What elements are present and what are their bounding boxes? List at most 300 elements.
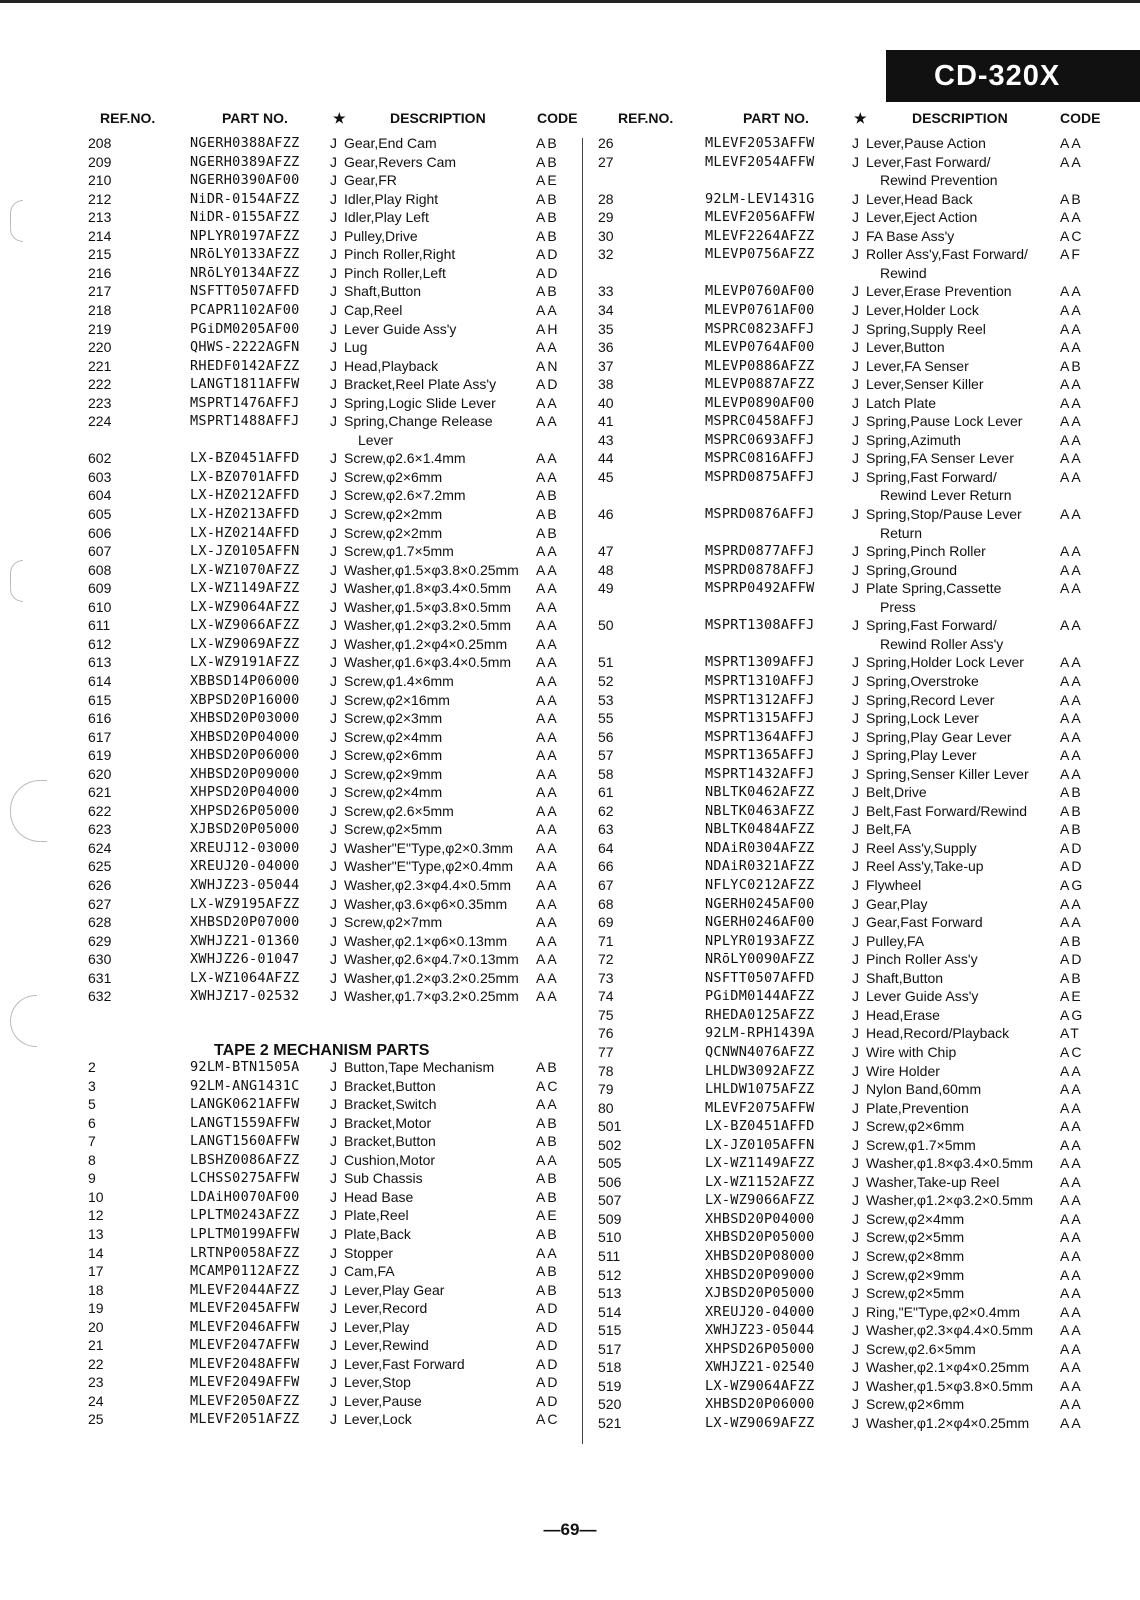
ref-no: 72 (598, 951, 614, 968)
part-row (0, 1154, 1140, 1173)
code: AD (536, 1300, 560, 1317)
part-no: XWHJZ21-02540 (705, 1359, 815, 1376)
mark: J (330, 1411, 337, 1428)
top-rule (0, 0, 1140, 3)
description: Washer,φ2.3×φ4.4×0.5mm (866, 1322, 1034, 1339)
mark: J (330, 190, 337, 207)
ref-no: 61 (598, 784, 614, 801)
ref-no: 35 (598, 320, 614, 337)
header-code-left: CODE (537, 110, 578, 126)
ref-no: 51 (598, 654, 614, 671)
code: AA (536, 580, 559, 597)
ref-no: 26 (598, 135, 614, 151)
header-desc-left: DESCRIPTION (390, 110, 486, 126)
description: Gear,Fast Forward (866, 914, 983, 931)
header-desc-right: DESCRIPTION (912, 110, 1008, 126)
mark: J (330, 747, 337, 764)
ref-no: 18 (88, 1281, 104, 1298)
description: Lever,Pause (344, 1392, 422, 1409)
description: Washer,φ1.8×φ3.4×0.5mm (344, 580, 512, 597)
ref-no: 606 (88, 524, 112, 541)
part-no: XHBSD20P04000 (705, 1210, 815, 1227)
ref-no: 505 (598, 1155, 622, 1172)
mark: J (330, 988, 337, 1005)
part-no: MSPRT1364AFFJ (705, 728, 815, 745)
ref-no: 43 (598, 431, 614, 448)
ref-no: 621 (88, 784, 112, 801)
mark: J (330, 598, 337, 615)
description: Screw,φ2×3mm (344, 710, 443, 727)
ref-no: 20 (88, 1318, 104, 1335)
part-row (0, 153, 1140, 172)
mark: J (852, 543, 859, 560)
part-row (0, 1414, 1140, 1433)
part-row (0, 1358, 1140, 1377)
description: Flywheel (866, 877, 922, 893)
ref-no: 624 (88, 839, 112, 856)
code: AG (1060, 1006, 1085, 1023)
description: Gear,Play (866, 895, 928, 912)
code: AA (1060, 1285, 1083, 1302)
part-row (0, 1321, 1140, 1340)
code: AC (536, 1411, 560, 1428)
part-no: RHEDF0142AFZZ (190, 357, 300, 374)
mark: J (852, 914, 859, 931)
ref-no: 34 (598, 301, 614, 318)
mark: J (330, 153, 337, 170)
code: AE (536, 172, 559, 189)
mark: J (330, 209, 337, 226)
description: Lever,Pause Action (866, 135, 986, 151)
mark: J (330, 635, 337, 652)
part-no: XHBSD20P06000 (705, 1396, 815, 1413)
code: AA (1060, 543, 1083, 560)
ref-no: 74 (598, 988, 614, 1005)
part-row (0, 635, 1140, 654)
description: Bracket,Reel Plate Ass'y (344, 376, 497, 393)
description: Bracket,Button (344, 1077, 436, 1094)
part-row (0, 579, 1140, 598)
mark: J (330, 1300, 337, 1317)
code: AA (536, 543, 559, 560)
ref-no: 607 (88, 543, 112, 560)
mark: J (330, 858, 337, 875)
mark: J (330, 895, 337, 912)
mark: J (852, 1155, 859, 1172)
mark: J (330, 1355, 337, 1372)
part-row (0, 1266, 1140, 1285)
mark: J (330, 728, 337, 745)
part-row (0, 1099, 1140, 1118)
code: AD (536, 1392, 560, 1409)
part-no: LX-WZ1070AFZZ (190, 561, 300, 578)
ref-no: 604 (88, 487, 112, 504)
code: AB (536, 1170, 559, 1187)
code: AA (1060, 728, 1083, 745)
part-row (0, 1024, 1140, 1043)
code: AA (1060, 1322, 1083, 1339)
mark: J (852, 932, 859, 949)
code: AA (536, 301, 559, 318)
part-no: LHLDW3092AFZZ (705, 1062, 815, 1079)
code: AA (536, 951, 559, 968)
description: Shaft,Button (344, 283, 422, 300)
description: Lever (358, 431, 394, 448)
ref-no: 63 (598, 821, 614, 838)
mark: J (330, 1318, 337, 1335)
part-no: LANGT1560AFFW (190, 1133, 300, 1150)
part-no: XWHJZ26-01047 (190, 951, 300, 968)
description: Lever,Record (344, 1300, 428, 1317)
description: Reel Ass'y,Supply (866, 839, 977, 856)
mark: J (852, 1396, 859, 1413)
mark: J (852, 1099, 859, 1116)
ref-no: 53 (598, 691, 614, 708)
part-row (0, 542, 1140, 561)
part-no: XJBSD20P05000 (705, 1285, 815, 1302)
ref-no: 218 (88, 301, 112, 318)
ref-no: 40 (598, 394, 614, 411)
description: Gear,End Cam (344, 135, 437, 151)
mark: J (852, 227, 859, 244)
ref-no: 608 (88, 561, 112, 578)
part-no: LX-WZ1152AFZZ (705, 1173, 815, 1190)
ref-no: 514 (598, 1303, 622, 1320)
mark: J (330, 1188, 337, 1205)
description: Pulley,FA (866, 932, 925, 949)
code: AA (1060, 617, 1083, 634)
part-row (0, 320, 1140, 339)
part-row (0, 394, 1140, 413)
part-no: NBLTK0463AFZZ (705, 802, 815, 819)
code: AA (1060, 1303, 1083, 1320)
mark: J (330, 821, 337, 838)
mark: J (852, 969, 859, 986)
ref-no: 222 (88, 376, 112, 393)
code: AB (536, 1225, 559, 1242)
part-no: LX-WZ9064AFZZ (190, 598, 300, 615)
part-row (0, 653, 1140, 672)
ref-no: 2 (88, 1059, 96, 1075)
code: AA (536, 914, 559, 931)
part-no: LX-WZ9195AFZZ (190, 895, 300, 912)
part-row (0, 134, 1140, 153)
code: AB (536, 153, 559, 170)
code: AA (536, 413, 559, 430)
part-no: LANGT1559AFFW (190, 1114, 300, 1131)
description: Roller Ass'y,Fast Forward/ (866, 246, 1028, 263)
part-row (0, 486, 1140, 505)
code: AA (536, 858, 559, 875)
ref-no: 625 (88, 858, 112, 875)
description: Plate,Prevention (866, 1099, 969, 1116)
mark: J (330, 580, 337, 597)
description: Button,Tape Mechanism (344, 1059, 495, 1075)
mark: J (852, 784, 859, 801)
mark: J (330, 339, 337, 356)
ref-no: 9 (88, 1170, 96, 1187)
mark: J (330, 561, 337, 578)
mark: J (852, 1173, 859, 1190)
description: Screw,φ2×4mm (866, 1210, 965, 1227)
part-no: MLEVF2054AFFW (705, 153, 815, 170)
ref-no: 507 (598, 1192, 622, 1209)
description: Lever,Play Gear (344, 1281, 445, 1298)
code: AA (536, 450, 559, 467)
code: AF (1060, 246, 1082, 263)
ref-no: 623 (88, 821, 112, 838)
description: Lever,Button (866, 339, 945, 356)
header-ref-right: REF.NO. (618, 110, 674, 126)
part-no: NGERH0245AF00 (705, 895, 815, 912)
part-no: MLEVF2048AFFW (190, 1355, 300, 1372)
mark: J (852, 1043, 859, 1060)
ref-no: 627 (88, 895, 112, 912)
description: Cam,FA (344, 1263, 395, 1280)
ref-no: 78 (598, 1062, 614, 1079)
mark: J (330, 320, 337, 337)
mark: J (330, 1392, 337, 1409)
ref-no: 32 (598, 246, 614, 263)
ref-no: 58 (598, 765, 614, 782)
description: Washer,φ1.5×φ3.8×0.25mm (344, 561, 519, 578)
part-no: XHBSD20P04000 (190, 728, 300, 745)
part-no: LBSHZ0086AFZZ (190, 1151, 300, 1168)
description: Screw,φ2.6×5mm (344, 802, 454, 819)
code: AC (536, 1077, 560, 1094)
ref-no: 71 (598, 932, 614, 949)
ref-no: 5 (88, 1096, 96, 1113)
ref-no: 223 (88, 394, 112, 411)
header-star-right: ★ (854, 110, 867, 126)
ref-no: 220 (88, 339, 112, 356)
code: AA (1060, 1173, 1083, 1190)
description: Washer,φ1.5×φ3.8×0.5mm (866, 1377, 1034, 1394)
mark: J (852, 1081, 859, 1098)
mark: J (852, 339, 859, 356)
ref-no: 14 (88, 1244, 104, 1261)
ref-no: 28 (598, 190, 614, 207)
part-no: LX-WZ1064AFZZ (190, 969, 300, 986)
ref-no: 46 (598, 506, 614, 522)
description: Lever,Holder Lock (866, 301, 979, 318)
part-no: NFLYC0212AFZZ (705, 877, 815, 893)
part-row (0, 1080, 1140, 1099)
ref-no: 501 (598, 1118, 622, 1135)
ref-no: 7 (88, 1133, 96, 1150)
part-no: NDAiR0304AFZZ (705, 839, 815, 856)
mark: J (852, 1192, 859, 1209)
mark: J (852, 209, 859, 226)
code: AA (536, 728, 559, 745)
part-row (0, 1247, 1140, 1266)
part-no: MSPRD0876AFFJ (705, 506, 815, 522)
description: Idler,Play Right (344, 190, 439, 207)
part-no: LX-HZ0212AFFD (190, 487, 300, 504)
ref-no: 619 (88, 747, 112, 764)
part-row (0, 746, 1140, 765)
header-star-left: ★ (333, 110, 346, 126)
mark: J (330, 617, 337, 634)
mark: J (330, 1077, 337, 1094)
description: Lever,Eject Action (866, 209, 978, 226)
ref-no: 629 (88, 932, 112, 949)
part-no: 92LM-RPH1439A (705, 1025, 815, 1042)
part-row (0, 932, 1140, 951)
part-no: NRōLY0090AFZZ (705, 951, 815, 968)
code: AA (1060, 914, 1083, 931)
part-no: LANGT1811AFFW (190, 376, 300, 393)
description: Washer,φ1.2×φ3.2×0.5mm (866, 1192, 1034, 1209)
part-no: XJBSD20P05000 (190, 821, 300, 838)
ref-no: 617 (88, 728, 112, 745)
mark: J (852, 320, 859, 337)
part-no: MSPRD0878AFFJ (705, 561, 815, 578)
ref-no: 611 (88, 617, 111, 634)
description: Spring,Record Lever (866, 691, 995, 708)
part-row (0, 282, 1140, 301)
part-no: LX-HZ0213AFFD (190, 506, 300, 522)
description: Spring,Lock Lever (866, 710, 979, 727)
description: Plate Spring,Cassette (866, 580, 1002, 597)
part-no: NGERH0390AF00 (190, 172, 300, 189)
part-no: MSPRC0458AFFJ (705, 413, 815, 430)
code: AB (536, 190, 559, 207)
part-no: XHBSD20P05000 (705, 1229, 815, 1246)
ref-no: 615 (88, 691, 112, 708)
ref-no: 23 (88, 1374, 104, 1391)
description: Nylon Band,60mm (866, 1081, 982, 1098)
description: Pinch Roller,Left (344, 264, 446, 281)
description: Head,Playback (344, 357, 439, 374)
part-row (0, 468, 1140, 487)
description: FA Base Ass'y (866, 227, 955, 244)
part-no: MSPRP0492AFFW (705, 580, 815, 597)
mark: J (330, 914, 337, 931)
mark: J (852, 580, 859, 597)
code: AA (536, 654, 559, 671)
mark: J (852, 1210, 859, 1227)
part-row (0, 1284, 1140, 1303)
description: Spring,Fast Forward/ (866, 468, 997, 485)
code: AD (536, 1318, 560, 1335)
code: AA (1060, 1266, 1083, 1283)
description: Screw,φ2×16mm (344, 691, 450, 708)
description: Wire with Chip (866, 1043, 957, 1060)
part-row (0, 1303, 1140, 1322)
description: Washer,φ1.8×φ3.4×0.5mm (866, 1155, 1034, 1172)
mark: J (852, 431, 859, 448)
part-no: XWHJZ17-02532 (190, 988, 300, 1005)
code: AA (1060, 672, 1083, 689)
description: Lever,Stop (344, 1374, 411, 1391)
mark: J (330, 802, 337, 819)
mark: J (330, 376, 337, 393)
part-no: LPLTM0199AFFW (190, 1225, 300, 1242)
code: AA (536, 710, 559, 727)
description: Pulley,Drive (344, 227, 418, 244)
code: AB (1060, 802, 1083, 819)
description: Lug (344, 339, 368, 356)
code: AB (536, 506, 559, 522)
code: AA (1060, 895, 1083, 912)
ref-no: 602 (88, 450, 112, 467)
mark: J (330, 283, 337, 300)
description: Spring,Senser Killer Lever (866, 765, 1029, 782)
mark: J (330, 246, 337, 263)
part-row (0, 1173, 1140, 1192)
mark: J (330, 1114, 337, 1131)
code: AA (536, 617, 559, 634)
mark: J (852, 506, 859, 522)
description: Spring,Pause Lock Lever (866, 413, 1023, 430)
part-row (0, 783, 1140, 802)
part-no: XHPSD26P05000 (190, 802, 300, 819)
part-no: XWHJZ21-01360 (190, 932, 300, 949)
description: Ring,"E"Type,φ2×0.4mm (866, 1303, 1021, 1320)
description: Stopper (344, 1244, 394, 1261)
code: AA (536, 765, 559, 782)
part-no: MLEVF2044AFZZ (190, 1281, 300, 1298)
description: Plate,Reel (344, 1207, 409, 1224)
code: AB (1060, 190, 1083, 207)
mark: J (330, 487, 337, 504)
description: Lever,Rewind (344, 1337, 429, 1354)
code: AD (536, 264, 560, 281)
ref-no: 210 (88, 172, 112, 189)
code: AA (536, 691, 559, 708)
ref-no: 79 (598, 1081, 614, 1098)
ref-no: 513 (598, 1285, 622, 1302)
part-no: QHWS-2222AGFN (190, 339, 300, 356)
part-row (0, 431, 1140, 450)
code: AA (536, 468, 559, 485)
part-no: MLEVP0886AFZZ (705, 357, 815, 374)
part-no: XREUJ20-04000 (705, 1303, 815, 1320)
part-no: MLEVF2075AFFW (705, 1099, 815, 1116)
part-row (0, 505, 1140, 524)
mark: J (330, 877, 337, 893)
part-row (0, 987, 1140, 1006)
mark: J (852, 802, 859, 819)
part-row (0, 876, 1140, 895)
code: AA (536, 821, 559, 838)
part-no: MLEVF2264AFZZ (705, 227, 815, 244)
mark: J (852, 710, 859, 727)
part-no: LPLTM0243AFZZ (190, 1207, 300, 1224)
part-no: 92LM-LEV1431G (705, 190, 815, 207)
part-no: MLEVP0764AF00 (705, 339, 815, 356)
part-row (0, 264, 1140, 283)
mark: J (852, 765, 859, 782)
ref-no: 8 (88, 1151, 96, 1168)
part-no: MSPRC0693AFFJ (705, 431, 815, 448)
part-row (0, 709, 1140, 728)
mark: J (852, 1025, 859, 1042)
ref-no: 22 (88, 1355, 104, 1372)
ref-no: 512 (598, 1266, 622, 1283)
code: AA (1060, 376, 1083, 393)
description: Rewind (880, 264, 927, 281)
part-no: MSPRT1488AFFJ (190, 413, 300, 430)
description: Lever,Senser Killer (866, 376, 984, 393)
mark: J (330, 1170, 337, 1187)
code: AA (1060, 561, 1083, 578)
mark: J (330, 301, 337, 318)
part-row (0, 190, 1140, 209)
description: Head Base (344, 1188, 414, 1205)
part-no: MLEVF2051AFZZ (190, 1411, 300, 1428)
